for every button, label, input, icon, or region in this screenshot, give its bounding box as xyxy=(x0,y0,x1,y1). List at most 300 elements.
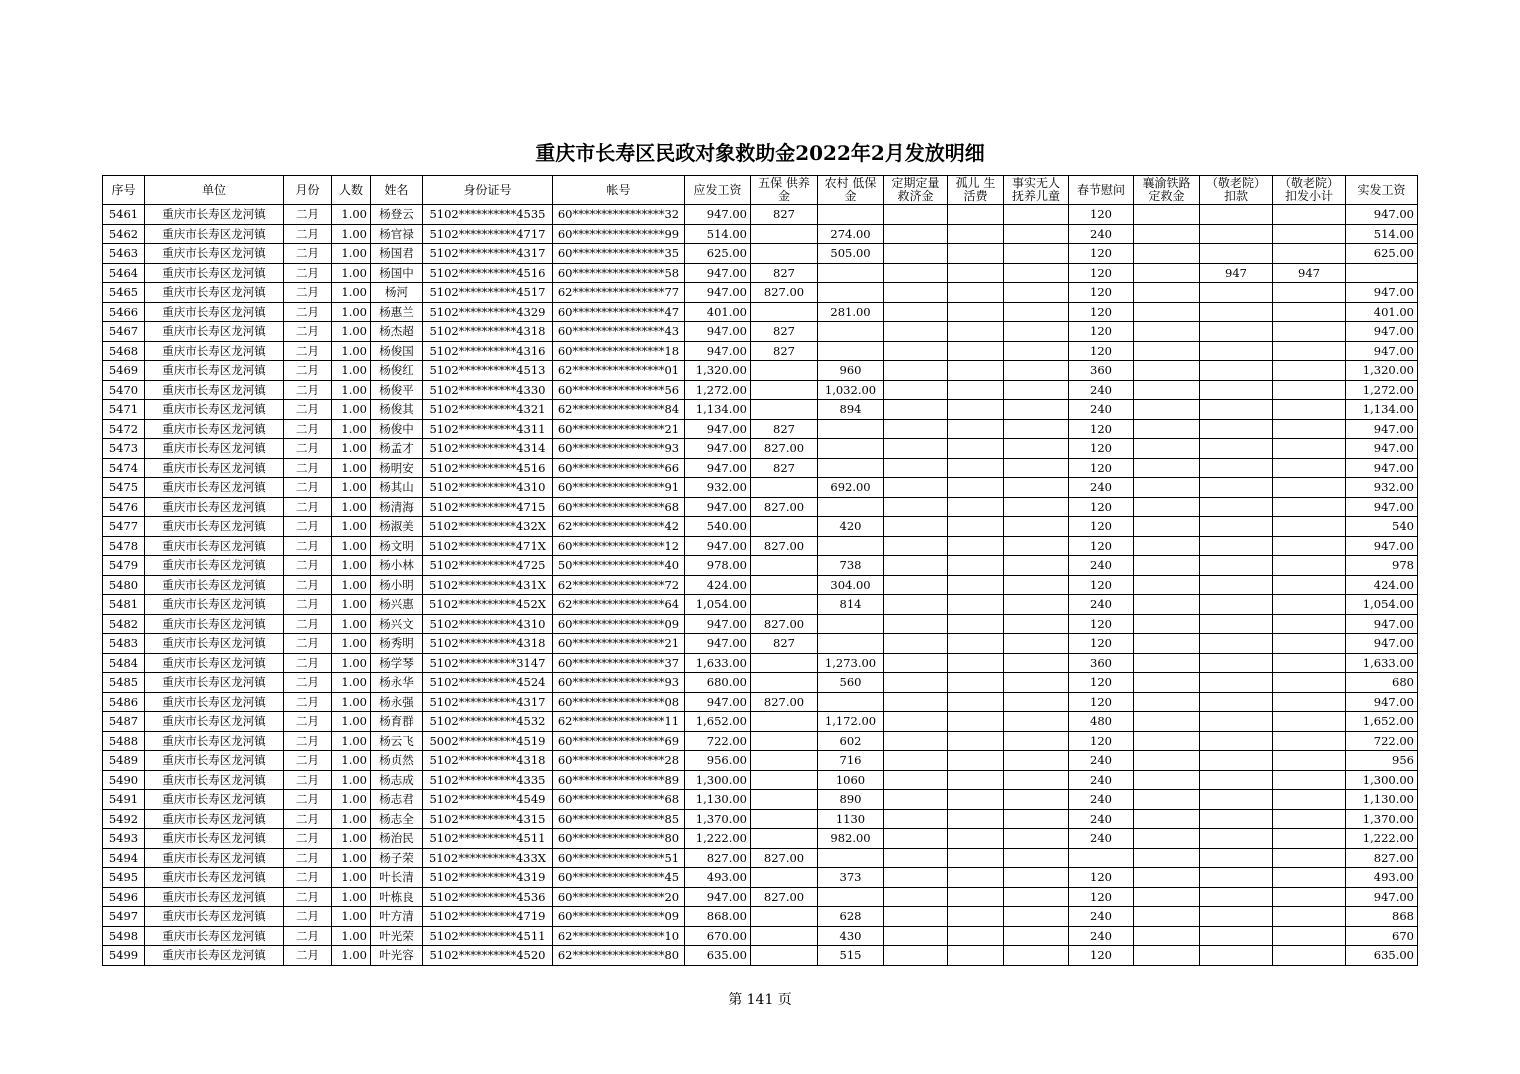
table-cell xyxy=(1273,790,1346,810)
table-cell xyxy=(1200,751,1273,771)
table-cell: 947.00 xyxy=(1346,692,1418,712)
table-cell xyxy=(1273,517,1346,537)
table-cell: 827.00 xyxy=(751,283,818,303)
page-number: 第 141 页 xyxy=(728,992,792,1008)
table-cell: 1.00 xyxy=(332,536,371,556)
table-cell xyxy=(1273,848,1346,868)
table-row xyxy=(103,283,1418,303)
column-header: 身份证号 xyxy=(423,176,553,205)
table-row xyxy=(103,341,1418,361)
table-cell xyxy=(884,205,948,225)
table-cell xyxy=(1134,770,1200,790)
table-cell: 60****************68 xyxy=(553,497,685,517)
table-cell xyxy=(884,634,948,654)
table-cell xyxy=(948,868,1004,888)
table-cell: 120 xyxy=(1069,634,1134,654)
table-cell: 二月 xyxy=(284,341,332,361)
table-cell: 5463 xyxy=(103,244,145,264)
table-cell: 947.00 xyxy=(1346,887,1418,907)
table-cell: 240 xyxy=(1069,478,1134,498)
table-cell: 杨登云 xyxy=(371,205,423,225)
table-cell xyxy=(818,614,884,634)
table-cell: 120 xyxy=(1069,887,1134,907)
table-cell: 重庆市长寿区龙河镇 xyxy=(145,575,284,595)
table-cell: 二月 xyxy=(284,244,332,264)
table-cell: 1.00 xyxy=(332,556,371,576)
table-cell xyxy=(1273,361,1346,381)
table-cell xyxy=(751,868,818,888)
table-header-row xyxy=(103,176,1418,205)
table-cell: 827.00 xyxy=(751,536,818,556)
table-cell: 杨其山 xyxy=(371,478,423,498)
table-cell: 5102**********3147 xyxy=(423,653,553,673)
table-cell: 947.00 xyxy=(1346,439,1418,459)
table-cell xyxy=(1004,497,1069,517)
table-cell xyxy=(1004,478,1069,498)
table-cell xyxy=(1134,302,1200,322)
table-cell xyxy=(884,361,948,381)
table-cell: 5466 xyxy=(103,302,145,322)
table-cell xyxy=(1069,848,1134,868)
table-cell xyxy=(1200,712,1273,732)
table-cell: 240 xyxy=(1069,224,1134,244)
table-cell: 62****************01 xyxy=(553,361,685,381)
table-cell: 680 xyxy=(1346,673,1418,693)
table-cell: 重庆市长寿区龙河镇 xyxy=(145,712,284,732)
table-cell xyxy=(884,419,948,439)
payment-table xyxy=(102,175,1418,966)
table-cell xyxy=(818,458,884,478)
table-cell xyxy=(1273,673,1346,693)
table-cell: 1,320.00 xyxy=(1346,361,1418,381)
table-cell xyxy=(1134,790,1200,810)
table-cell: 5102**********4517 xyxy=(423,283,553,303)
table-cell: 960 xyxy=(818,361,884,381)
table-cell xyxy=(1134,439,1200,459)
table-cell xyxy=(1200,595,1273,615)
table-cell: 60****************85 xyxy=(553,809,685,829)
table-cell: 杨清海 xyxy=(371,497,423,517)
table-cell xyxy=(1004,419,1069,439)
table-cell xyxy=(948,790,1004,810)
table-cell xyxy=(1273,751,1346,771)
table-cell: 827.00 xyxy=(751,439,818,459)
table-cell xyxy=(1134,400,1200,420)
table-cell: 5102**********4310 xyxy=(423,614,553,634)
table-cell: 60****************09 xyxy=(553,614,685,634)
table-cell xyxy=(1134,322,1200,342)
table-cell xyxy=(1273,653,1346,673)
table-cell: 1,054.00 xyxy=(685,595,751,615)
table-cell xyxy=(1004,556,1069,576)
table-cell: 杨永强 xyxy=(371,692,423,712)
table-cell xyxy=(818,263,884,283)
table-cell: 60****************12 xyxy=(553,536,685,556)
table-cell: 重庆市长寿区龙河镇 xyxy=(145,322,284,342)
table-cell: 5461 xyxy=(103,205,145,225)
table-cell: 50****************40 xyxy=(553,556,685,576)
table-cell xyxy=(1200,770,1273,790)
table-cell: 120 xyxy=(1069,341,1134,361)
table-cell: 杨育群 xyxy=(371,712,423,732)
table-cell: 827.00 xyxy=(751,692,818,712)
table-row xyxy=(103,751,1418,771)
table-cell: 932.00 xyxy=(1346,478,1418,498)
table-cell: 947.00 xyxy=(685,887,751,907)
table-cell: 5478 xyxy=(103,536,145,556)
table-cell xyxy=(1134,751,1200,771)
table-cell: 894 xyxy=(818,400,884,420)
table-cell xyxy=(1004,595,1069,615)
table-cell: 120 xyxy=(1069,458,1134,478)
table-cell xyxy=(884,731,948,751)
table-cell xyxy=(884,614,948,634)
table-cell: 二月 xyxy=(284,263,332,283)
table-cell: 62****************10 xyxy=(553,926,685,946)
table-cell: 5102**********4321 xyxy=(423,400,553,420)
table-cell: 240 xyxy=(1069,380,1134,400)
table-cell: 重庆市长寿区龙河镇 xyxy=(145,478,284,498)
table-cell xyxy=(818,497,884,517)
table-cell: 560 xyxy=(818,673,884,693)
table-cell: 60****************21 xyxy=(553,634,685,654)
table-cell: 二月 xyxy=(284,575,332,595)
table-cell: 5489 xyxy=(103,751,145,771)
table-cell xyxy=(1200,497,1273,517)
table-cell: 60****************66 xyxy=(553,458,685,478)
table-cell xyxy=(1004,731,1069,751)
table-cell xyxy=(1200,848,1273,868)
table-cell: 二月 xyxy=(284,770,332,790)
table-cell: 杨国君 xyxy=(371,244,423,264)
table-cell xyxy=(1200,380,1273,400)
table-cell: 二月 xyxy=(284,751,332,771)
table-cell xyxy=(1134,283,1200,303)
table-cell: 1.00 xyxy=(332,478,371,498)
table-cell xyxy=(1004,302,1069,322)
table-cell xyxy=(1134,517,1200,537)
table-cell: 1.00 xyxy=(332,673,371,693)
table-cell: 5495 xyxy=(103,868,145,888)
table-cell: 1.00 xyxy=(332,731,371,751)
table-cell: 二月 xyxy=(284,634,332,654)
table-cell: 60****************69 xyxy=(553,731,685,751)
table-row xyxy=(103,380,1418,400)
table-cell: 5102**********4314 xyxy=(423,439,553,459)
table-cell: 二月 xyxy=(284,478,332,498)
table-cell: 5487 xyxy=(103,712,145,732)
table-cell: 120 xyxy=(1069,614,1134,634)
table-cell: 杨杰超 xyxy=(371,322,423,342)
table-cell: 二月 xyxy=(284,614,332,634)
table-cell xyxy=(1200,283,1273,303)
table-row xyxy=(103,770,1418,790)
table-cell xyxy=(1273,380,1346,400)
table-cell xyxy=(1200,439,1273,459)
table-cell: 重庆市长寿区龙河镇 xyxy=(145,887,284,907)
column-header: 孤儿 生活费 xyxy=(948,176,1004,205)
table-cell xyxy=(884,809,948,829)
table-cell: 重庆市长寿区龙河镇 xyxy=(145,458,284,478)
table-row xyxy=(103,653,1418,673)
column-header: 月份 xyxy=(284,176,332,205)
table-cell: 重庆市长寿区龙河镇 xyxy=(145,692,284,712)
table-cell xyxy=(818,283,884,303)
table-cell: 重庆市长寿区龙河镇 xyxy=(145,244,284,264)
table-cell: 1,273.00 xyxy=(818,653,884,673)
table-cell: 62****************11 xyxy=(553,712,685,732)
table-cell: 重庆市长寿区龙河镇 xyxy=(145,497,284,517)
table-cell: 杨俊平 xyxy=(371,380,423,400)
table-cell: 1.00 xyxy=(332,380,371,400)
table-cell xyxy=(751,829,818,849)
table-row xyxy=(103,673,1418,693)
table-cell xyxy=(884,439,948,459)
table-cell: 60****************93 xyxy=(553,673,685,693)
table-cell: 重庆市长寿区龙河镇 xyxy=(145,439,284,459)
table-cell: 60****************68 xyxy=(553,790,685,810)
table-cell xyxy=(1200,926,1273,946)
table-row xyxy=(103,926,1418,946)
table-cell: 947.00 xyxy=(1346,322,1418,342)
table-row xyxy=(103,731,1418,751)
table-cell: 424.00 xyxy=(1346,575,1418,595)
column-header: 定期定量 救济金 xyxy=(884,176,948,205)
table-cell xyxy=(1134,692,1200,712)
table-cell: 1,222.00 xyxy=(685,829,751,849)
column-header: 事实无人 抚养儿童 xyxy=(1004,176,1069,205)
table-cell: 1,134.00 xyxy=(685,400,751,420)
table-cell: 1.00 xyxy=(332,419,371,439)
table-cell: 304.00 xyxy=(818,575,884,595)
table-cell xyxy=(1004,517,1069,537)
table-cell: 1,172.00 xyxy=(818,712,884,732)
table-cell xyxy=(1004,751,1069,771)
table-cell xyxy=(751,751,818,771)
table-cell xyxy=(884,322,948,342)
table-cell: 1,300.00 xyxy=(685,770,751,790)
table-row xyxy=(103,224,1418,244)
table-cell: 5482 xyxy=(103,614,145,634)
table-cell xyxy=(948,302,1004,322)
table-cell: 二月 xyxy=(284,556,332,576)
table-cell: 827.00 xyxy=(751,848,818,868)
table-cell: 60****************09 xyxy=(553,907,685,927)
table-cell xyxy=(1004,770,1069,790)
table-cell xyxy=(1200,478,1273,498)
table-cell: 杨子荣 xyxy=(371,848,423,868)
table-cell xyxy=(1200,341,1273,361)
table-cell: 重庆市长寿区龙河镇 xyxy=(145,361,284,381)
table-cell: 杨学琴 xyxy=(371,653,423,673)
table-cell: 5102**********4310 xyxy=(423,478,553,498)
table-cell xyxy=(1200,361,1273,381)
table-row xyxy=(103,946,1418,966)
table-cell: 杨小林 xyxy=(371,556,423,576)
table-cell xyxy=(1134,419,1200,439)
table-cell: 二月 xyxy=(284,673,332,693)
table-cell: 5490 xyxy=(103,770,145,790)
table-cell: 635.00 xyxy=(1346,946,1418,966)
table-cell: 60****************32 xyxy=(553,205,685,225)
table-cell xyxy=(1134,575,1200,595)
table-cell: 重庆市长寿区龙河镇 xyxy=(145,536,284,556)
table-cell: 二月 xyxy=(284,361,332,381)
table-cell: 120 xyxy=(1069,244,1134,264)
table-cell xyxy=(1004,244,1069,264)
table-cell: 1,652.00 xyxy=(1346,712,1418,732)
table-cell xyxy=(751,907,818,927)
column-header: 帐号 xyxy=(553,176,685,205)
table-cell: 5002**********4519 xyxy=(423,731,553,751)
table-cell xyxy=(1200,517,1273,537)
table-cell xyxy=(884,829,948,849)
table-cell xyxy=(948,439,1004,459)
table-cell xyxy=(1273,595,1346,615)
table-cell xyxy=(1134,848,1200,868)
table-cell xyxy=(1273,458,1346,478)
table-cell xyxy=(884,653,948,673)
table-cell: 1.00 xyxy=(332,458,371,478)
table-cell: 5102**********4329 xyxy=(423,302,553,322)
table-cell: 120 xyxy=(1069,673,1134,693)
table-cell: 360 xyxy=(1069,361,1134,381)
table-cell: 二月 xyxy=(284,946,332,966)
table-cell: 重庆市长寿区龙河镇 xyxy=(145,829,284,849)
table-cell: 947.00 xyxy=(1346,419,1418,439)
table-cell: 947.00 xyxy=(685,458,751,478)
table-cell: 978 xyxy=(1346,556,1418,576)
table-cell xyxy=(948,380,1004,400)
table-cell xyxy=(948,751,1004,771)
table-cell: 重庆市长寿区龙河镇 xyxy=(145,517,284,537)
table-cell: 5102**********4511 xyxy=(423,926,553,946)
table-cell: 401.00 xyxy=(1346,302,1418,322)
table-cell: 二月 xyxy=(284,205,332,225)
table-row xyxy=(103,497,1418,517)
table-cell xyxy=(884,946,948,966)
table-row xyxy=(103,790,1418,810)
table-cell: 947 xyxy=(1273,263,1346,283)
table-cell xyxy=(1273,887,1346,907)
table-cell xyxy=(884,887,948,907)
table-cell: 1,300.00 xyxy=(1346,770,1418,790)
table-cell: 杨贞然 xyxy=(371,751,423,771)
table-cell: 827 xyxy=(751,263,818,283)
table-row xyxy=(103,322,1418,342)
table-cell: 5470 xyxy=(103,380,145,400)
table-cell xyxy=(818,692,884,712)
table-cell: 5102**********4317 xyxy=(423,244,553,264)
table-cell: 重庆市长寿区龙河镇 xyxy=(145,224,284,244)
table-cell: 62****************77 xyxy=(553,283,685,303)
table-cell xyxy=(948,244,1004,264)
table-cell: 890 xyxy=(818,790,884,810)
table-row xyxy=(103,868,1418,888)
table-cell: 1.00 xyxy=(332,770,371,790)
table-cell xyxy=(948,536,1004,556)
table-cell xyxy=(1273,536,1346,556)
table-cell: 827 xyxy=(751,634,818,654)
table-cell: 5474 xyxy=(103,458,145,478)
table-row xyxy=(103,634,1418,654)
table-cell xyxy=(1200,829,1273,849)
table-cell xyxy=(884,751,948,771)
table-cell xyxy=(1200,224,1273,244)
table-cell xyxy=(1200,692,1273,712)
table-cell xyxy=(884,536,948,556)
table-row xyxy=(103,575,1418,595)
table-row xyxy=(103,419,1418,439)
table-cell: 重庆市长寿区龙河镇 xyxy=(145,868,284,888)
table-cell: 947.00 xyxy=(1346,205,1418,225)
table-cell: 240 xyxy=(1069,829,1134,849)
table-cell xyxy=(884,283,948,303)
table-cell: 二月 xyxy=(284,731,332,751)
table-cell xyxy=(948,907,1004,927)
table-cell: 杨国中 xyxy=(371,263,423,283)
table-cell xyxy=(948,829,1004,849)
table-cell: 60****************89 xyxy=(553,770,685,790)
table-cell: 1.00 xyxy=(332,263,371,283)
table-cell xyxy=(1200,458,1273,478)
table-cell: 二月 xyxy=(284,907,332,927)
table-cell xyxy=(1134,341,1200,361)
table-cell: 杨志全 xyxy=(371,809,423,829)
table-cell: 5102**********4319 xyxy=(423,868,553,888)
table-cell: 重庆市长寿区龙河镇 xyxy=(145,556,284,576)
table-cell xyxy=(751,224,818,244)
table-cell xyxy=(1200,673,1273,693)
table-cell xyxy=(948,595,1004,615)
table-cell xyxy=(884,595,948,615)
table-cell xyxy=(948,848,1004,868)
table-cell: 60****************93 xyxy=(553,439,685,459)
table-cell: 120 xyxy=(1069,536,1134,556)
table-row xyxy=(103,829,1418,849)
table-cell: 947.00 xyxy=(685,634,751,654)
table-cell: 120 xyxy=(1069,283,1134,303)
column-header: （敬老院） 扣发小计 xyxy=(1273,176,1346,205)
table-cell xyxy=(1134,478,1200,498)
table-cell: 947.00 xyxy=(1346,283,1418,303)
table-cell xyxy=(1004,536,1069,556)
table-cell: 5102**********4549 xyxy=(423,790,553,810)
table-cell: 叶长清 xyxy=(371,868,423,888)
table-cell: 947.00 xyxy=(685,536,751,556)
table-cell: 杨俊红 xyxy=(371,361,423,381)
table-cell: 5102**********431X xyxy=(423,575,553,595)
table-cell: 杨淑美 xyxy=(371,517,423,537)
table-cell: 947.00 xyxy=(685,283,751,303)
table-cell xyxy=(1273,244,1346,264)
table-cell xyxy=(751,731,818,751)
table-cell: 62****************42 xyxy=(553,517,685,537)
table-cell xyxy=(1273,731,1346,751)
table-cell: 1.00 xyxy=(332,439,371,459)
table-cell: 1060 xyxy=(818,770,884,790)
table-cell xyxy=(1200,322,1273,342)
table-cell xyxy=(1273,712,1346,732)
table-cell: 947.00 xyxy=(1346,536,1418,556)
table-cell: 5476 xyxy=(103,497,145,517)
table-cell xyxy=(1273,575,1346,595)
table-cell xyxy=(884,263,948,283)
table-cell: 424.00 xyxy=(685,575,751,595)
table-cell: 827 xyxy=(751,341,818,361)
table-cell xyxy=(948,926,1004,946)
table-cell: 5102**********4524 xyxy=(423,673,553,693)
